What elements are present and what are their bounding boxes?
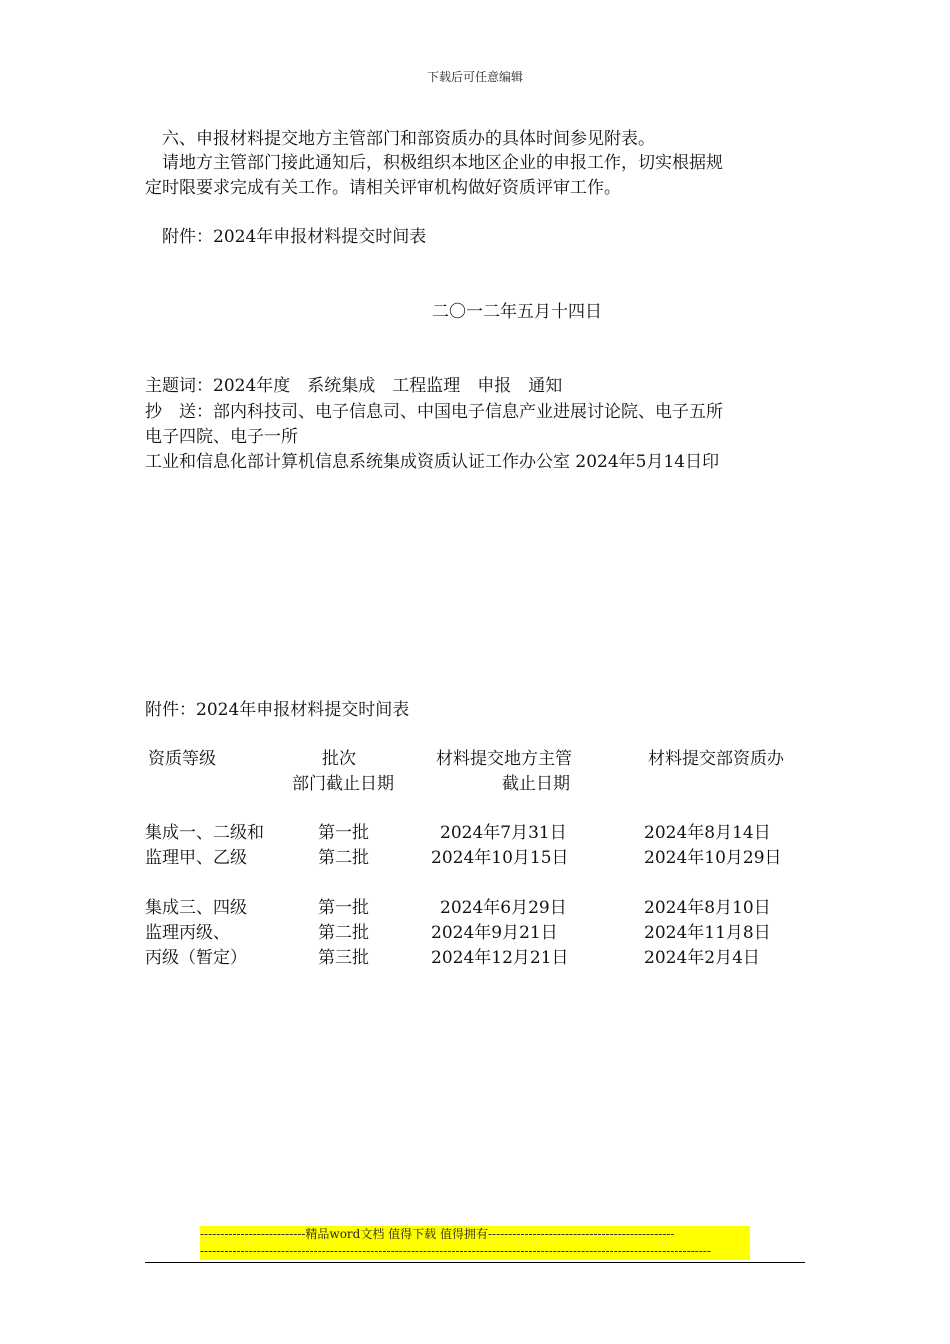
footer-line-1: --------------------------精品word文档 值得下载 值得拥有---------------------------------------------- (200, 1227, 675, 1241)
table-cell-local: 2024年12月21日 (431, 948, 569, 968)
table-cell-level: 监理丙级、 (145, 923, 230, 943)
table-cell-ministry: 2024年10月29日 (644, 848, 782, 868)
page-header-note: 下载后可任意编辑 (426, 70, 523, 84)
table-cell-ministry: 2024年8月10日 (644, 898, 771, 918)
cc-line-1: 抄 送：部内科技司、电子信息司、中国电子信息产业进展讨论院、电子五所 (145, 402, 723, 422)
table-cell-level: 丙级（暂定） (145, 948, 247, 968)
document-date: 二〇一二年五月十四日 (432, 302, 602, 322)
table-cell-batch: 第一批 (318, 898, 369, 918)
issuer-line: 工业和信息化部计算机信息系统集成资质认证工作办公室 2024年5月14日印 (145, 452, 720, 472)
table-cell-level: 集成三、四级 (145, 898, 247, 918)
schedule-title: 附件：2024年申报材料提交时间表 (145, 700, 410, 720)
header-local-line2: 部门截止日期 (292, 774, 394, 794)
header-ministry-line2: 截止日期 (502, 774, 570, 794)
header-batch: 批次 (322, 749, 356, 769)
table-cell-batch: 第一批 (318, 823, 369, 843)
table-cell-level: 集成一、二级和 (145, 823, 264, 843)
table-cell-local: 2024年7月31日 (440, 823, 567, 843)
table-cell-level: 监理甲、乙级 (145, 848, 247, 868)
footer-highlight-band (200, 1226, 750, 1260)
table-cell-batch: 第三批 (318, 948, 369, 968)
header-local-line1: 材料提交地方主管 (436, 749, 572, 769)
item-six-paragraph: 六、申报材料提交地方主管部门和部资质办的具体时间参见附表。 (162, 129, 655, 149)
footer-divider (145, 1262, 805, 1263)
cc-line-2: 电子四院、电子一所 (145, 427, 298, 447)
table-cell-ministry: 2024年11月8日 (644, 923, 771, 943)
keywords-line: 主题词：2024年度 系统集成 工程监理 申报 通知 (145, 376, 563, 396)
header-ministry-line1: 材料提交部资质办 (648, 749, 784, 769)
table-cell-local: 2024年10月15日 (431, 848, 569, 868)
table-cell-ministry: 2024年2月4日 (644, 948, 760, 968)
table-cell-batch: 第二批 (318, 848, 369, 868)
table-cell-batch: 第二批 (318, 923, 369, 943)
table-cell-ministry: 2024年8月14日 (644, 823, 771, 843)
request-paragraph-line1: 请地方主管部门接此通知后，积极组织本地区企业的申报工作，切实根据规 (162, 153, 723, 173)
table-cell-local: 2024年9月21日 (431, 923, 558, 943)
header-level: 资质等级 (148, 749, 216, 769)
request-paragraph-line2: 定时限要求完成有关工作。请相关评审机构做好资质评审工作。 (145, 178, 621, 198)
footer-line-2: ------------------------------------------------------------------------------------------------------------------------------ (200, 1244, 711, 1258)
table-cell-local: 2024年6月29日 (440, 898, 567, 918)
attachment-reference: 附件：2024年申报材料提交时间表 (162, 227, 427, 247)
